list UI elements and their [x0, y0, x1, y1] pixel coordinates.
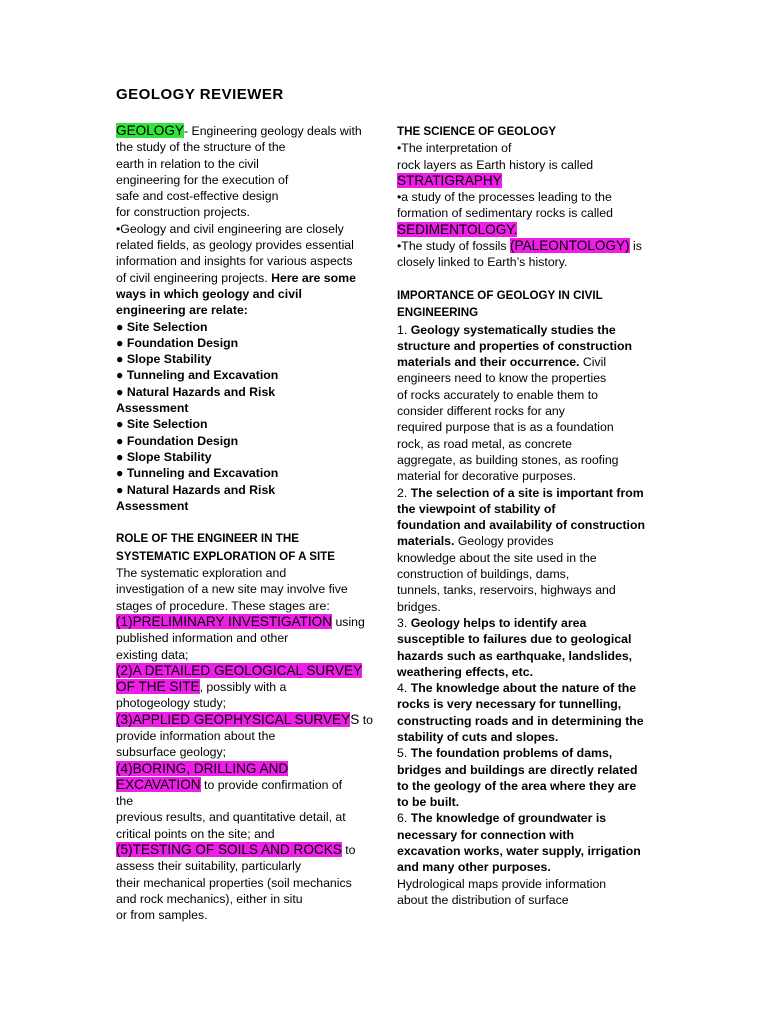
text-run: Geology systematically studies the [410, 322, 616, 337]
text-run: ● Site Selection [116, 319, 208, 334]
text-run: of civil engineering projects. [116, 270, 272, 285]
text-run: •Geology and civil engineering are closely [116, 221, 344, 236]
text-line [116, 565, 372, 581]
text-line [397, 140, 653, 156]
text-run: or from samples. [116, 908, 208, 923]
text-line [116, 548, 372, 565]
text-run: existing data; [116, 647, 189, 662]
text-run: excavation works, water supply, irrigation [397, 844, 641, 859]
text-run: aggregate, as building stones, as roofing [397, 452, 619, 467]
text-run: Geology provides [454, 534, 554, 549]
text-run: photogeology study; [116, 696, 227, 711]
text-line [116, 842, 372, 858]
text-line [116, 744, 372, 760]
text-line [116, 598, 372, 614]
text-run: rock, as road metal, as concrete [397, 436, 572, 451]
text-line [116, 302, 372, 318]
page-title: GEOLOGY REVIEWER [116, 86, 284, 103]
text-line [116, 875, 372, 891]
text-line [397, 745, 653, 761]
text-line [116, 581, 372, 597]
text-run: knowledge about the site used in the [397, 550, 597, 565]
text-run: for construction projects. [116, 205, 250, 220]
text-line [397, 713, 653, 729]
text-line [116, 465, 372, 481]
highlighted-term: (1)PRELIMINARY INVESTIGATION [116, 613, 333, 629]
text-line [116, 663, 372, 679]
text-line [116, 679, 372, 695]
text-line [116, 647, 372, 663]
text-line [397, 648, 653, 664]
text-line [116, 728, 372, 744]
text-run: ● Site Selection [116, 417, 208, 432]
text-line [116, 907, 372, 923]
text-line [116, 156, 372, 172]
text-run: Hydrological maps provide information [397, 876, 607, 891]
text-line [116, 221, 372, 237]
text-run: 1. [397, 322, 411, 337]
text-run: the [116, 794, 134, 809]
text-run: engineers need to know the properties [397, 371, 607, 386]
text-run: the viewpoint of stability of [397, 501, 556, 516]
text-run: to [359, 712, 373, 727]
text-line [397, 501, 653, 517]
text-line [397, 452, 653, 468]
text-line [116, 367, 372, 383]
text-run: •The study of fossils [397, 239, 510, 254]
text-run: ● Tunneling and Excavation [116, 466, 279, 481]
text-line [397, 238, 653, 254]
text-line [397, 843, 653, 859]
text-run: subsurface geology; [116, 745, 227, 760]
text-run: ways in which geology and civil [116, 286, 302, 301]
text-run: about the distribution of surface [397, 892, 569, 907]
highlighted-term: SEDIMENTOLOGY. [397, 221, 518, 237]
text-line [116, 139, 372, 155]
text-line [116, 433, 372, 449]
text-run: ● Slope Stability [116, 352, 212, 367]
text-run: provide information about the [116, 728, 276, 743]
text-line [397, 582, 653, 598]
text-line [397, 370, 653, 386]
text-run: The knowledge about the nature of the [410, 681, 637, 696]
text-run: Assessment [116, 498, 189, 513]
text-line [397, 205, 653, 221]
text-line [116, 237, 372, 253]
text-run: closely linked to Earth’s history. [397, 255, 568, 270]
text-line [116, 630, 372, 646]
text-line [397, 436, 653, 452]
text-run: materials. [397, 534, 455, 549]
text-run: and many other purposes. [397, 860, 551, 875]
paragraph-gap [397, 271, 653, 287]
text-run: using [332, 614, 365, 629]
text-run: information and insights for various aspects [116, 254, 353, 269]
text-run: to provide confirmation of [200, 777, 343, 792]
highlighted-term: (2)A DETAILED GEOLOGICAL SURVEY [116, 662, 363, 678]
text-line [116, 270, 372, 286]
text-run: Here are some [271, 270, 356, 285]
text-run: ● Foundation Design [116, 335, 239, 350]
text-run: foundation and availability of construction [397, 518, 645, 533]
text-run: 4. [397, 681, 411, 696]
text-line [397, 778, 653, 794]
text-run: ● Natural Hazards and Risk [116, 384, 276, 399]
text-line [397, 123, 653, 140]
text-run: material for decorative purposes. [397, 469, 577, 484]
section-heading: ROLE OF THE ENGINEER IN THE [116, 532, 299, 546]
text-line [397, 387, 653, 403]
text-line [116, 400, 372, 416]
text-line [397, 876, 653, 892]
text-line [397, 550, 653, 566]
text-line [397, 403, 653, 419]
text-line [397, 566, 653, 582]
text-line [397, 287, 653, 304]
text-line [116, 761, 372, 777]
text-line [397, 419, 653, 435]
paragraph-gap [116, 514, 372, 530]
text-run: previous results, and quantitative detail, at [116, 810, 346, 825]
text-run: 6. [397, 811, 411, 826]
text-run: 5. [397, 746, 411, 761]
text-run: the study of the structure of the [116, 140, 286, 155]
text-line [397, 664, 653, 680]
text-run: 2. [397, 485, 411, 500]
text-line [397, 354, 653, 370]
text-line [116, 416, 372, 432]
left-column [116, 123, 372, 924]
text-run: The systematic exploration and [116, 566, 287, 581]
text-run: constructing roads and in determining the [397, 713, 644, 728]
text-line [116, 695, 372, 711]
text-run: •The interpretation of [397, 141, 512, 156]
text-run: engineering are relate: [116, 303, 248, 318]
highlighted-term: (3)APPLIED GEOPHYSICAL SURVEY [116, 711, 351, 727]
text-run: The selection of a site is important from [410, 485, 644, 500]
text-line [397, 696, 653, 712]
text-line [397, 254, 653, 270]
text-run: S [350, 711, 360, 727]
text-run: ● Slope Stability [116, 449, 212, 464]
text-run: of rocks accurately to enable them to [397, 387, 598, 402]
text-line [116, 188, 372, 204]
text-line [397, 762, 653, 778]
text-line [116, 498, 372, 514]
text-line [397, 810, 653, 826]
text-run: weathering effects, etc. [397, 664, 533, 679]
text-run: is [629, 239, 642, 254]
text-run: Assessment [116, 401, 189, 416]
text-run: to be built. [397, 795, 460, 810]
text-run: ● Natural Hazards and Risk [116, 482, 276, 497]
text-run: rock layers as Earth history is called [397, 157, 594, 172]
text-run: rocks is very necessary for tunnelling, [397, 697, 622, 712]
text-run: stages of procedure. These stages are: [116, 598, 330, 613]
text-line [116, 891, 372, 907]
highlighted-term: STRATIGRAPHY [397, 172, 502, 188]
text-line [397, 615, 653, 631]
text-run: The foundation problems of dams, [410, 746, 613, 761]
highlighted-term: OF THE SITE [116, 679, 200, 695]
text-line [116, 858, 372, 874]
text-line [116, 809, 372, 825]
text-run: materials and their occurrence. [397, 355, 580, 370]
text-line [116, 204, 372, 220]
text-run: bridges and buildings are directly related [397, 762, 638, 777]
text-run: related fields, as geology provides essential [116, 238, 354, 253]
text-run: 3. [397, 615, 411, 630]
text-line [397, 189, 653, 205]
text-line [397, 680, 653, 696]
text-run: assess their suitability, particularly [116, 859, 301, 874]
text-run: consider different rocks for any [397, 404, 565, 419]
text-run: , possibly with a [199, 680, 287, 695]
text-run: to [341, 843, 356, 858]
text-line [116, 286, 372, 302]
text-line [397, 468, 653, 484]
text-line [397, 599, 653, 615]
text-run: construction of buildings, dams, [397, 567, 570, 582]
text-line [116, 172, 372, 188]
text-run: investigation of a new site may involve five [116, 582, 348, 597]
text-line [116, 319, 372, 335]
text-line [116, 614, 372, 630]
text-line [397, 338, 653, 354]
text-run: formation of sedimentary rocks is called [397, 206, 613, 221]
text-line [116, 335, 372, 351]
text-run: safe and cost-effective design [116, 189, 279, 204]
highlighted-term: (4)BORING, DRILLING AND [116, 760, 289, 776]
text-run: necessary for connection with [397, 827, 574, 842]
text-line [397, 827, 653, 843]
section-heading: THE SCIENCE OF GEOLOGY [397, 125, 557, 138]
text-run: The knowledge of groundwater is [410, 811, 607, 826]
highlighted-term: (PALEONTOLOGY) [509, 238, 630, 254]
text-line [116, 793, 372, 809]
text-run: published information and other [116, 631, 289, 646]
text-run: to the geology of the area where they are [397, 778, 637, 793]
text-line [397, 322, 653, 338]
text-run: stability of cuts and slopes. [397, 729, 559, 744]
text-line [116, 384, 372, 400]
text-line [397, 222, 653, 238]
highlighted-term: EXCAVATION [116, 776, 201, 792]
text-line [116, 351, 372, 367]
text-run: Geology helps to identify area [410, 615, 587, 630]
text-line [397, 485, 653, 501]
text-line [397, 173, 653, 189]
text-line [116, 712, 372, 728]
text-run: critical points on the site; and [116, 826, 275, 841]
text-run: earth in relation to the civil [116, 156, 259, 171]
text-run: bridges. [397, 599, 441, 614]
text-run: tunnels, tanks, reservoirs, highways and [397, 583, 616, 598]
text-line [397, 517, 653, 533]
text-line [397, 729, 653, 745]
text-line [116, 449, 372, 465]
highlighted-term: GEOLOGY [116, 123, 184, 138]
text-run: ● Foundation Design [116, 433, 239, 448]
text-line [397, 157, 653, 173]
text-run: and rock mechanics), either in situ [116, 891, 303, 906]
section-heading: SYSTEMATIC EXPLORATION OF A SITE [116, 549, 336, 563]
text-line [397, 794, 653, 810]
text-run: •a study of the processes leading to the [397, 190, 612, 205]
text-run: their mechanical properties (soil mechanics [116, 875, 352, 890]
text-line [116, 482, 372, 498]
section-heading: IMPORTANCE OF GEOLOGY IN CIVIL [397, 288, 603, 302]
text-run: engineering for the execution of [116, 172, 289, 187]
text-line [116, 826, 372, 842]
section-heading: ENGINEERING [397, 306, 479, 320]
text-line [397, 533, 653, 549]
text-run: structure and properties of construction [397, 338, 633, 353]
text-line [397, 892, 653, 908]
text-run: Civil [579, 355, 607, 370]
text-line [116, 530, 372, 547]
text-run: hazards such as earthquake, landslides, [397, 648, 633, 663]
text-line [397, 304, 653, 321]
text-run: required purpose that is as a foundation [397, 420, 614, 435]
text-line [397, 631, 653, 647]
text-line [116, 123, 372, 139]
text-line [397, 859, 653, 875]
text-run: - Engineering geology deals with [184, 124, 362, 138]
right-column [397, 123, 653, 908]
text-line [116, 253, 372, 269]
text-run: ● Tunneling and Excavation [116, 368, 279, 383]
text-run: susceptible to failures due to geological [397, 632, 632, 647]
highlighted-term: (5)TESTING OF SOILS AND ROCKS [116, 842, 342, 858]
text-line [116, 777, 372, 793]
